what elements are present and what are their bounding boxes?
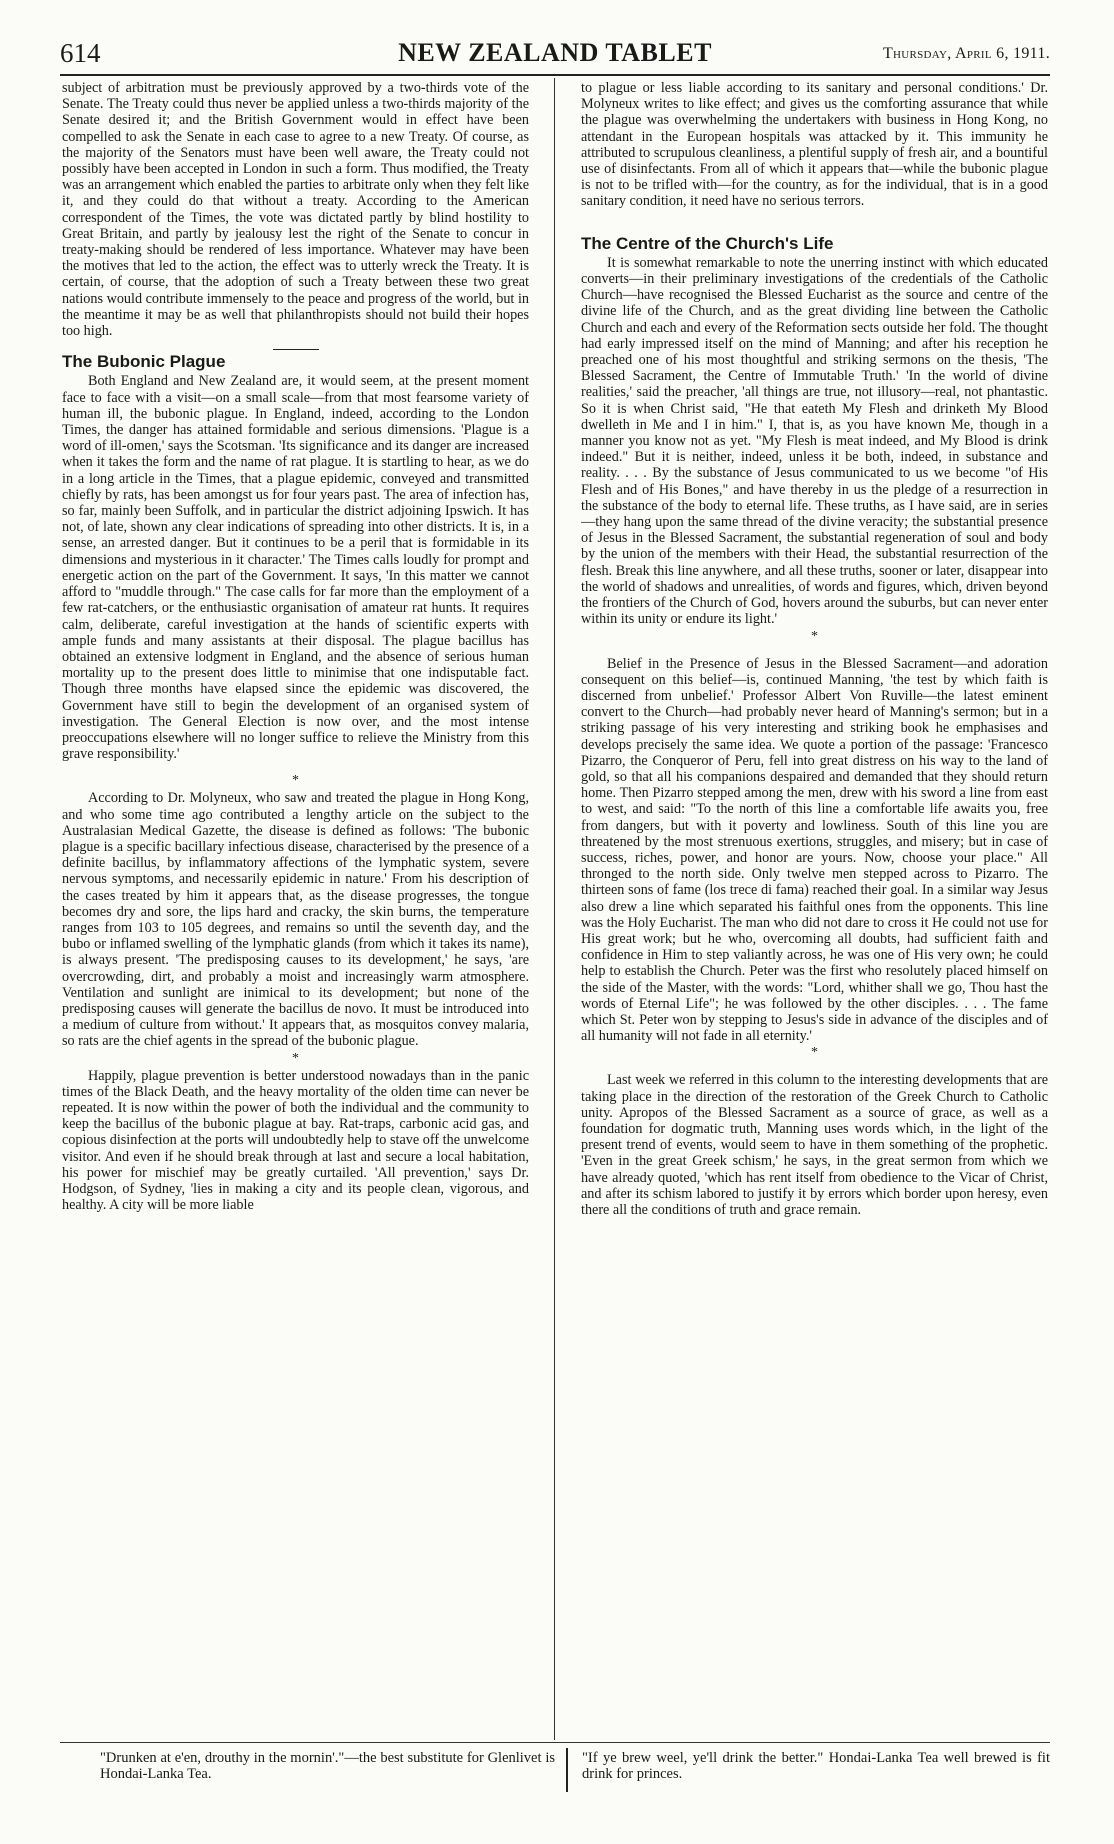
- star-separator: *: [292, 1050, 299, 1066]
- plague-paragraph-3: Happily, plague prevention is better understood nowadays than in the panic times of the Black Death, and the heavy mortality of the olden time can never be repeated. It is now within the power of both the individual and the community to keep the bacillus of the bubonic plague at bay. Rat-traps, carbonic acid gas, and copious disinfection at the ports will undoubtedly help to stave off the unwelcome visitor. And even if he should break through at last and secure a local habitation, his power for mischief may be greatly curtailed. 'All prevention,' says Dr. Hodgson, of Sydney, 'lies in making a city and its people clean, vigorous, and healthy. A city will be more liable: [62, 1067, 529, 1214]
- plague-continuation: to plague or less liable according to its sanitary and personal conditions.' Dr. Molyneux writes to like effect; and gives us the comforting assurance that while the plague was overwhelming the undertakers with business in Hong Kong, no attendant in the European hospitals was attacked by it. This immunity he attributed to scrupulous cleanliness, a plentiful supply of fresh air, and a bountiful use of disinfectants. From all of which it appears that—while the bubonic plague is not to be trifled with—for the country, as for the individual, that is in a good sanitary condition, it need have no serious terrors.: [581, 80, 1048, 210]
- star-separator: *: [811, 628, 818, 644]
- footer-divider: [566, 1748, 568, 1792]
- bubonic-plague-heading: The Bubonic Plague: [62, 352, 226, 372]
- church-paragraph-2: Belief in the Presence of Jesus in the Blessed Sacrament—and adoration consequent on this belief—is, continued Manning, 'the test by which faith is discerned from unbelief.' Professor Albert Von Ruville—the latest eminent convert to the Church—had probably never heard of Manning's sermon; but in a striking passage of his very interesting and striking book he emphasises and develops precisely the same idea. We quote a portion of the passage: 'Francesco Pizarro, the Conqueror of Peru, fell into great distress on his way to the land of gold, so that all his companions despaired and demanded that they should return home. Then Pizarro stepped among the men, drew with his sword a line from east to west, and said: "To the north of this line a comfortable life awaits you, free from dangers, but with it poverty and lowliness. South of this line you are threatened by the most strenuous exertions, struggles, and misery; but in case of success, riches, power, and honor are yours. Now, choose your place." All thronged to the north side. Only twelve men stepped across to Pizarro. The thirteen sons of fame (los trece di fama) reached their goal. In a similar way Jesus also drew a line which separated his faithful ones from the opponents. This line was the Holy Eucharist. The man who did not dare to cross it He could not use for His great work; but he who, overcoming all doubts, had sufficient faith and confidence in Him to step valiantly across, he was one of His very own; he could help to establish the Church. Peter was the first who resolutely placed himself on the side of the Master, with the words: "Lord, whither shall we go, Thou hast the words of Eternal Life"; he was followed by the other disciples. . . . The fame which St. Peter won by stepping to Jesus's side in advance of the disciples and of all humanity will not fade in all eternity.': [581, 655, 1048, 1045]
- issue-date: Thursday, April 6, 1911.: [882, 45, 1050, 62]
- star-separator: *: [292, 773, 299, 789]
- plague-paragraph-1: Both England and New Zealand are, it would seem, at the present moment face to face with a visit—on a small scale—from that most fearsome variety of human ill, the bubonic plague. In England, indeed, according to the London Times, the danger has attained formidable and serious dimensions. 'Plague is a word of ill-omen,' says the Scotsman. 'Its significance and its danger are increased when it takes the form and the name of rat plague. It is startling to hear, as we do in a long article in the Times, that a plague epidemic, conveyed and transmitted chiefly by rats, has been amongst us for four years past. The area of infection has, so far, mainly been Suffolk, and in particular the district adjoining Ipswich. It has not, of late, shown any clear indications of spreading into other districts. It is, in a sense, an arrested danger. But it continues to be a peril that is formidable in its dimensions and mysterious in it character.' The Times calls loudly for prompt and energetic action on the part of the Government. It says, 'In this matter we cannot afford to "muddle through." The case calls for far more than the employment of a few rat-catchers, or the enthusiastic organisation of amateur rat hunts. It requires calm, deliberate, careful investigation at the hands of scientific experts with ample funds and many assistants at their disposal. The plague bacillus has obtained an extensive lodgment in England, and the absence of serious human mortality up to the present does little to minimise that one indisputable fact. Though three months have elapsed since the epidemic was discovered, the Government have still to begin the development of an organised system of investigation. The General Election is now over, and the most intense preoccupations elsewhere will no longer suffice to relieve the Ministry from this grave responsibility.': [62, 373, 529, 763]
- masthead: [60, 38, 1050, 72]
- publication-title: NEW ZEALAND TABLET: [398, 38, 712, 67]
- footer-rule: [60, 1742, 1050, 1743]
- section-divider: [273, 349, 319, 350]
- footer-advert-left: "Drunken at e'en, drouthy in the mornin'."—the best substitute for Glenlivet is Hondai-Lanka Tea.: [100, 1750, 555, 1782]
- right-column: [581, 80, 1048, 1738]
- footer-advert-right: "If ye brew weel, ye'll drink the better." Hondai-Lanka Tea well brewed is fit drink for princes.: [582, 1750, 1050, 1782]
- plague-paragraph-2: According to Dr. Molyneux, who saw and treated the plague in Hong Kong, and who some time ago contributed a lengthy article on the subject to the Australasian Medical Gazette, the disease is defined as follows: 'The bubonic plague is a specific bacillary infectious disease, characterised by the presence of a definite bacillus, by inflammatory affections of the lymphatic system, severe nervous symptoms, and necessarily epidemic in nature.' From his description of the cases treated by him it appears that, as the disease progresses, the tongue becomes dry and sore, the lips hard and cracky, the skin burns, the temperature ranges from 103 to 105 degrees, and remains so until the seventh day, and the bubo or inflamed swelling of the lymphatic glands (from which it takes its name), is always present. 'The predisposing causes to its development,' he says, 'are overcrowding, dirt, and probably a moist and increasingly warm atmosphere. Ventilation and sunlight are inimical to its development; but none of the predisposing causes will generate the bacillus de novo. It must be introduced into a medium of culture from without.' It appears that, as mosquitos convey malaria, so rats are the chief agents in the spread of the bubonic plague.: [62, 790, 529, 1050]
- column-divider: [554, 78, 555, 1740]
- arbitration-continuation: subject of arbitration must be previously approved by a two-thirds vote of the Senate. The Treaty could thus never be applied unless a two-thirds majority of the Senate desired it; and the British Government would in effect have been compelled to ask the Senate in each case to agree to a new Treaty. Of course, as the majority of the Senators must have been well aware, the Treaty could not possibly have been accepted in London in such a form. Thus modified, the Treaty was an arrangement which enabled the parties to arbitrate only when they felt like it, and they could do that without a treaty. According to the American correspondent of the Times, the vote was dictated partly by blind hostility to Great Britain, and partly by jealousy lest the right of the Senate to concur in treaty-making should be rendered of less importance. Whatever may have been the motives that led to the action, the effect was to utterly wreck the Treaty. It is certain, of course, that the adoption of such a Treaty between these two great nations would contribute immensely to the peace and progress of the world, but in the meantime it may be as well that philanthropists should not build their hopes too high.: [62, 80, 529, 340]
- page-number: 614: [60, 38, 101, 68]
- church-paragraph-1: It is somewhat remarkable to note the unerring instinct with which educated converts—in their preliminary investigations of the credentials of the Catholic Church—have recognised the Blessed Eucharist as the source and centre of the divine life of the Church, and as the great dividing line between the Catholic Church and each and every of the Reformation sects outside her fold. The thought had early impressed itself on the mind of Manning; and after his reception he preached one of his most thoughtful and striking sermons on the thesis, 'The Blessed Sacrament, the Centre of Immutable Truth.' 'In the world of divine realities,' said the preacher, 'all things are true, not illusory—real, not phantastic. So it is when Christ said, "He that eateth My Flesh and drinketh My Blood dwelleth in Me and I in him." I, that is, as you have known Me, though in a manner you know not as yet. "My Flesh is meat indeed, and My Blood is drink indeed." But it is neither, indeed, unless it be both, indeed, in substance and reality. . . . By the substance of Jesus communicated to us we become "of His Flesh and of His Bones," and have thereby in us the pledge of a resurrection in the substance of the body to eternal life. These truths, as I have said, are in series—they hang upon the same thread of the divine veracity; the substantial presence of Jesus in the Blessed Sacrament, the substantial regeneration of soul and body by the union of the members with their Head, the substantial resurrection of the flesh. Break this line anywhere, and all these truths, sooner or later, disappear into the world of shadows and unrealities, of words and figures, which, driven beyond the frontiers of the Church of God, hovers around the suburbs, but can never enter within its unity or endure its light.': [581, 254, 1048, 628]
- church-life-heading: The Centre of the Church's Life: [581, 233, 834, 253]
- left-column: [62, 80, 529, 1738]
- church-paragraph-3: Last week we referred in this column to the interesting developments that are taking place in the direction of the restoration of the Greek Church to Catholic unity. Apropos of the Blessed Sacrament as a source of grace, as well as a foundation for dogmatic truth, Manning uses words which, in the light of the present trend of events, would seem to have in them something of the prophetic. 'Even in the great Greek schism,' he says, in the great sermon from which we have already quoted, 'which has rent itself from obedience to the Vicar of Christ, and after its schism labored to justify it by errors which border upon heresy, even there all the conditions of truth and grace remain.: [581, 1072, 1048, 1218]
- header-rule: [60, 74, 1050, 76]
- star-separator: *: [811, 1045, 818, 1061]
